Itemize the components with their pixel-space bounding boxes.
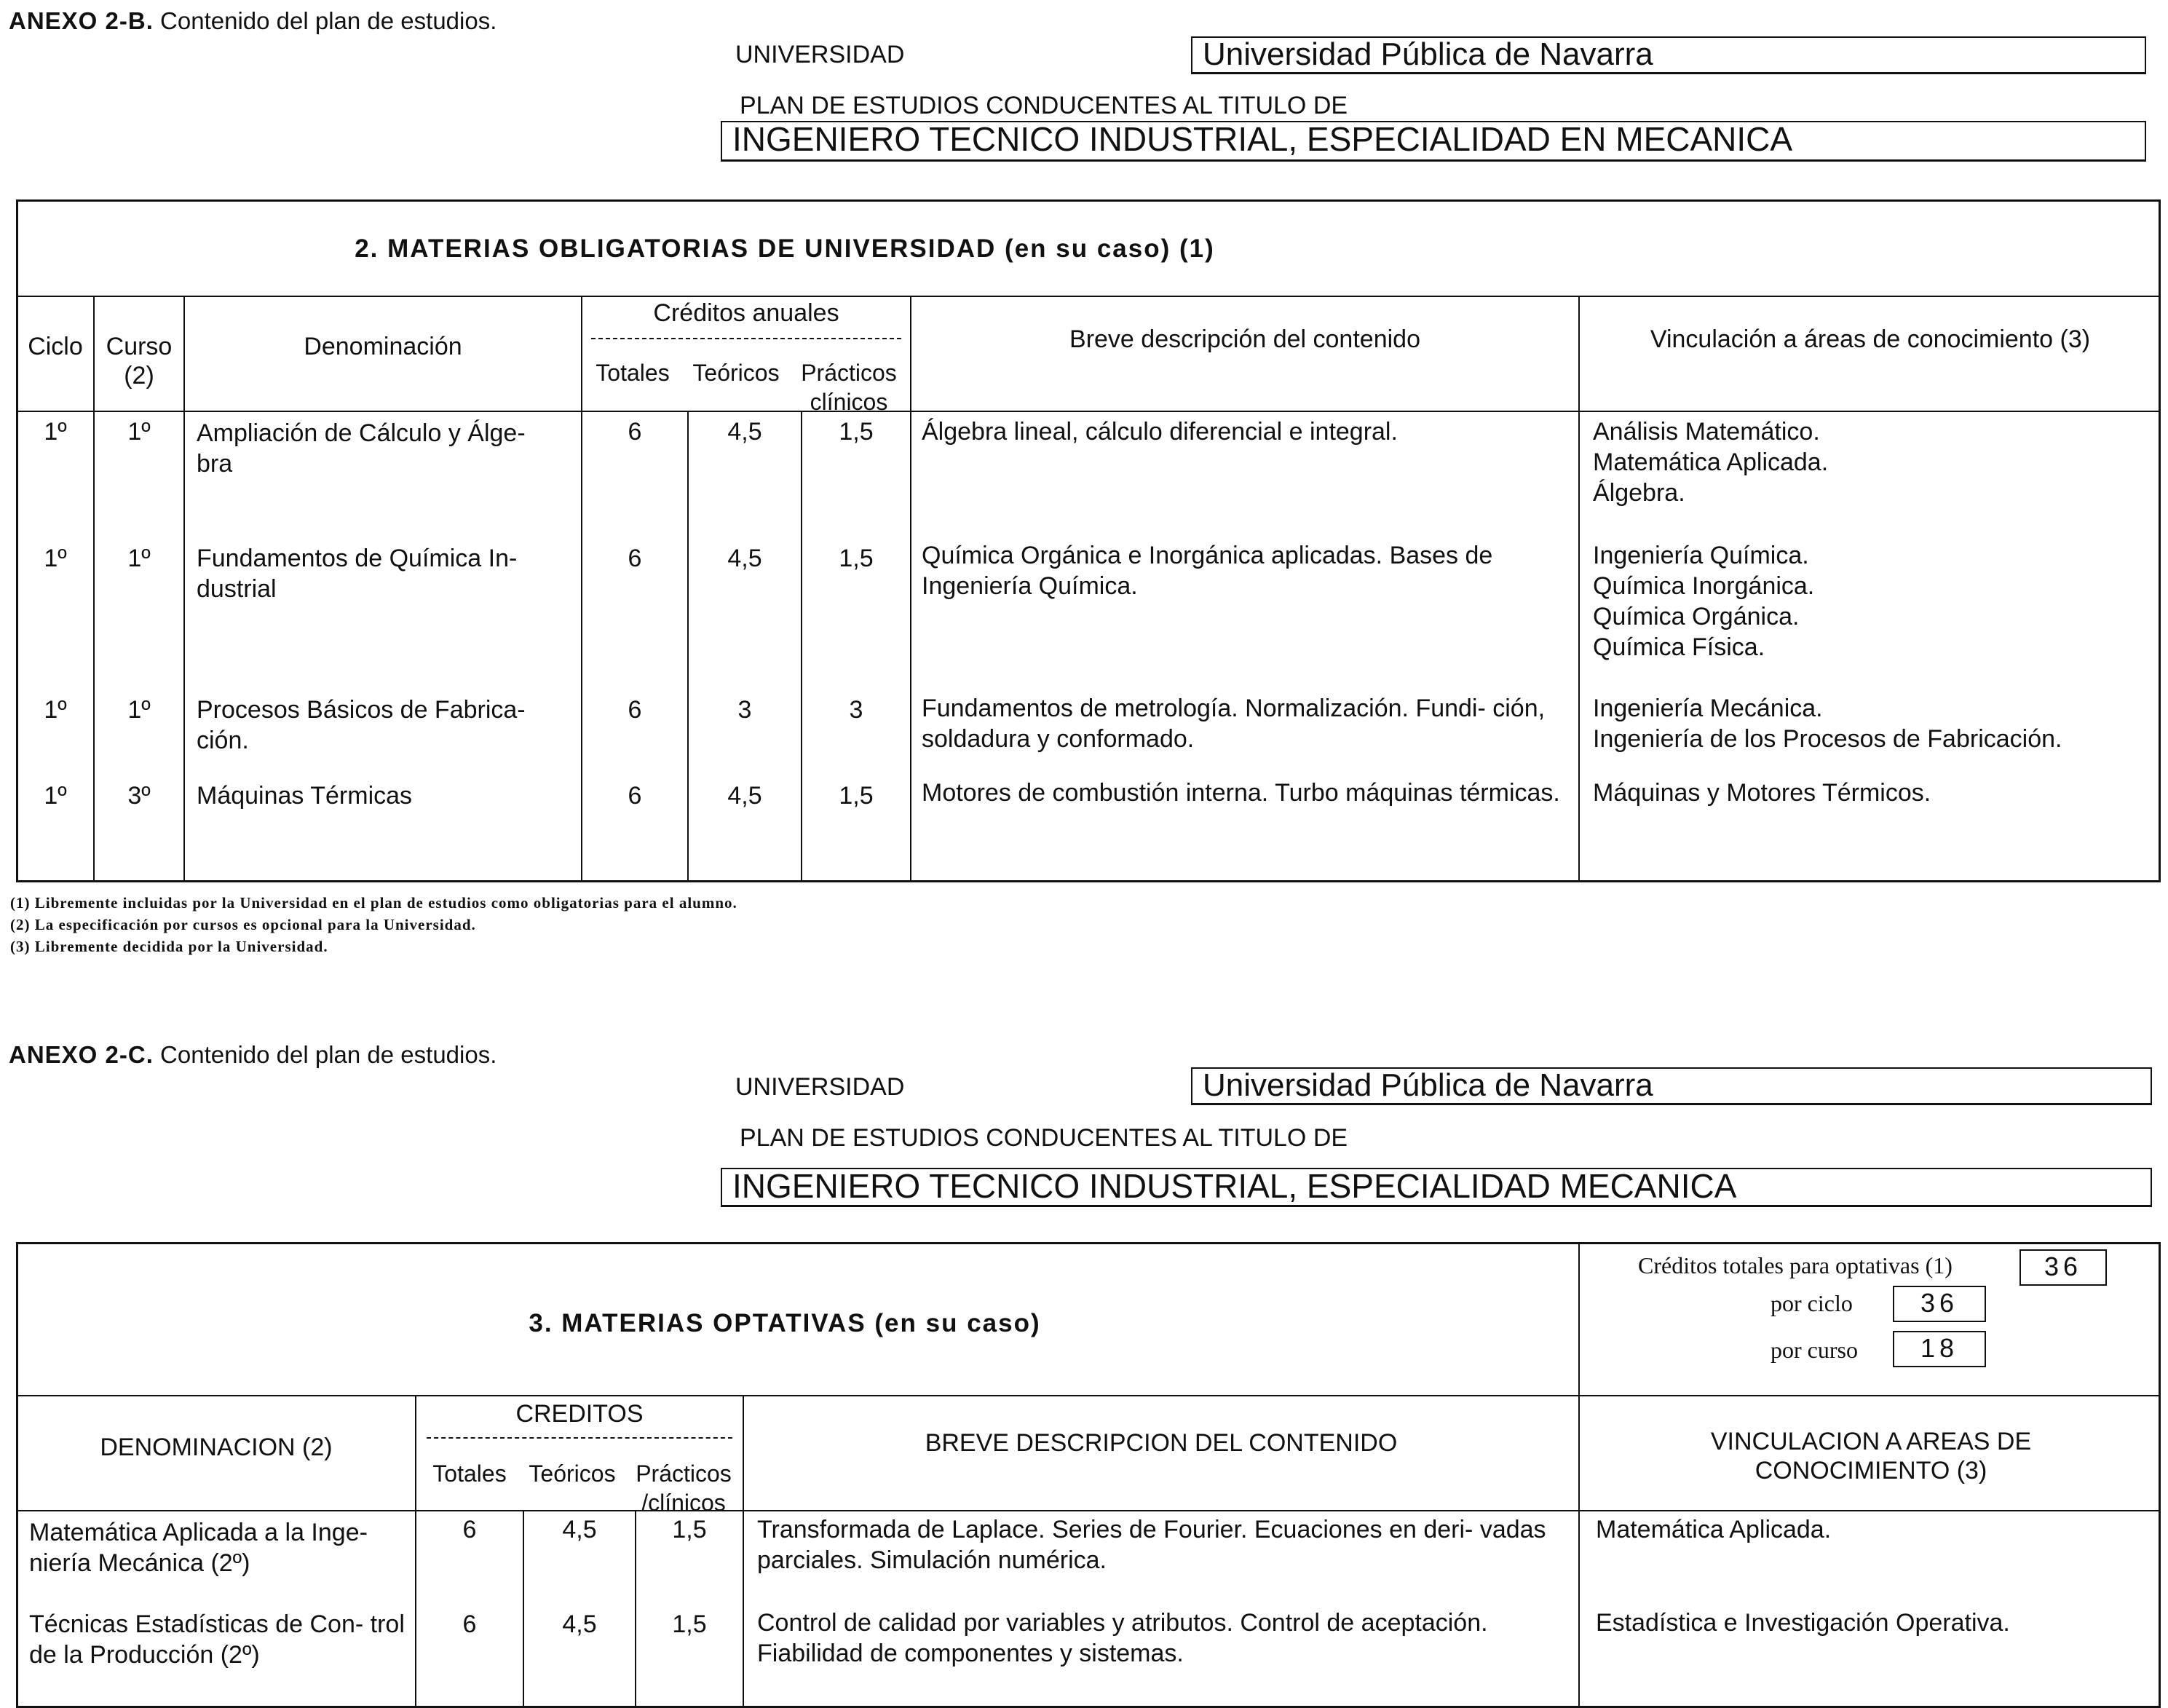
row-denominacion: Procesos Básicos de Fabrica- ción. bbox=[197, 696, 526, 754]
annex-b-text: Contenido del plan de estudios. bbox=[160, 7, 497, 34]
row-denominacion: Técnicas Estadísticas de Con- trol de la Producción (2º) bbox=[29, 1610, 405, 1669]
row-denominacion: Ampliación de Cálculo y Álge- bra bbox=[197, 419, 526, 478]
row-areas bbox=[1593, 416, 2153, 508]
row-totales: 6 bbox=[462, 1610, 477, 1638]
divider bbox=[1578, 1242, 1580, 1708]
por-curso-value: 18 bbox=[1893, 1331, 1986, 1367]
row-descripcion: Fundamentos de metrología. Normalización. Fundi- ción, soldadura y conformado. bbox=[922, 695, 1546, 753]
row-teoricos: 4,5 bbox=[562, 1516, 597, 1543]
area-item: Álgebra. bbox=[1593, 479, 1685, 507]
header-ciclo: Ciclo bbox=[28, 333, 83, 360]
row-totales: 6 bbox=[628, 418, 642, 446]
row-areas: Estadística e Investigación Operativa. bbox=[1596, 1609, 2010, 1637]
creditos-totales-label: Créditos totales para optativas (1) bbox=[1638, 1252, 1953, 1278]
annex-b-section-title: 2. MATERIAS OBLIGATORIAS DE UNIVERSIDAD (en su caso) (1) bbox=[355, 234, 1215, 263]
area-item: Ingeniería Química. bbox=[1593, 542, 1809, 569]
row-descripcion: Álgebra lineal, cálculo diferencial e integral. bbox=[922, 418, 1398, 446]
divider bbox=[687, 411, 689, 882]
header-descripcion: BREVE DESCRIPCION DEL CONTENIDO bbox=[925, 1429, 1398, 1457]
row-practicos: 1,5 bbox=[672, 1610, 707, 1638]
header-creditos: Créditos anuales bbox=[653, 299, 839, 327]
row-curso: 1º bbox=[127, 545, 151, 572]
divider bbox=[1578, 296, 1580, 882]
footnote-2: (2) La especificación por cursos es opcional para la Universidad. bbox=[10, 916, 476, 933]
annex-c-text: Contenido del plan de estudios. bbox=[160, 1041, 497, 1068]
row-curso: 3º bbox=[127, 782, 151, 810]
divider bbox=[910, 296, 911, 882]
header-curso: Curso (2) bbox=[106, 333, 173, 390]
row-totales: 6 bbox=[462, 1516, 477, 1543]
divider bbox=[427, 1437, 732, 1439]
row-teoricos: 4,5 bbox=[727, 418, 762, 446]
row-ciclo: 1º bbox=[44, 545, 67, 572]
row-areas bbox=[1593, 778, 2153, 808]
row-curso: 1º bbox=[127, 696, 151, 724]
annex-b-plan-label: PLAN DE ESTUDIOS CONDUCENTES AL TITULO DE bbox=[740, 92, 1348, 119]
annex-c-plan-label: PLAN DE ESTUDIOS CONDUCENTES AL TITULO DE bbox=[740, 1124, 1348, 1152]
row-areas: Matemática Aplicada. bbox=[1596, 1516, 1832, 1543]
row-teoricos: 4,5 bbox=[562, 1610, 597, 1638]
row-descripcion: Transformada de Laplace. Series de Fourier. Ecuaciones en deri- vadas parciales. Simulación numérica. bbox=[757, 1516, 1546, 1574]
annex-b-universidad-field: Universidad Pública de Navarra bbox=[1191, 36, 2146, 74]
header-practicos: Prácticos /clínicos bbox=[636, 1460, 732, 1516]
annex-b-universidad-label: UNIVERSIDAD bbox=[735, 41, 905, 68]
row-denominacion: Matemática Aplicada a la Inge- niería Mecánica (2º) bbox=[29, 1519, 368, 1577]
area-item: Química Física. bbox=[1593, 633, 1765, 661]
annex-c-label: ANEXO 2-C. bbox=[9, 1041, 154, 1068]
header-totales: Totales bbox=[596, 360, 670, 386]
footnote-3: (3) Libremente decidida por la Universidad. bbox=[10, 938, 328, 955]
annex-b-titulo-field: INGENIERO TECNICO INDUSTRIAL, ESPECIALIDAD EN MECANICA bbox=[721, 121, 2146, 162]
header-vinculacion: VINCULACION A AREAS DE CONOCIMIENTO (3) bbox=[1710, 1428, 2032, 1484]
divider bbox=[591, 338, 901, 339]
row-curso: 1º bbox=[127, 418, 151, 446]
row-practicos: 1,5 bbox=[839, 545, 874, 572]
row-ciclo: 1º bbox=[44, 782, 67, 810]
header-teoricos: Teóricos bbox=[692, 360, 780, 386]
row-descripcion: Control de calidad por variables y atributos. Control de aceptación. Fiabilidad de componentes y sistemas. bbox=[757, 1609, 1488, 1667]
annex-c-heading bbox=[9, 1041, 496, 1069]
area-item: Máquinas y Motores Térmicos. bbox=[1593, 779, 1931, 807]
header-descripcion: Breve descripción del contenido bbox=[1069, 325, 1420, 353]
row-practicos: 1,5 bbox=[839, 418, 874, 446]
divider bbox=[16, 1510, 2161, 1511]
row-denominacion: Máquinas Térmicas bbox=[197, 782, 413, 810]
area-item: Ingeniería Mecánica. bbox=[1593, 695, 1823, 722]
annex-c-titulo-field: INGENIERO TECNICO INDUSTRIAL, ESPECIALIDAD MECANICA bbox=[721, 1168, 2152, 1207]
header-totales: Totales bbox=[432, 1460, 507, 1487]
row-teoricos: 3 bbox=[737, 696, 752, 724]
row-totales: 6 bbox=[628, 782, 642, 810]
header-vinculacion: Vinculación a áreas de conocimiento (3) bbox=[1650, 325, 2091, 353]
row-descripcion: Química Orgánica e Inorgánica aplicadas. Bases de Ingeniería Química. bbox=[922, 542, 1493, 600]
row-totales: 6 bbox=[628, 545, 642, 572]
divider bbox=[183, 296, 185, 882]
footnote-1: (1) Libremente incluidas por la Universidad en el plan de estudios como obligatorias para el alumno. bbox=[10, 894, 737, 912]
row-ciclo: 1º bbox=[44, 418, 67, 446]
row-teoricos: 4,5 bbox=[727, 782, 762, 810]
row-denominacion: Fundamentos de Química In- dustrial bbox=[197, 545, 518, 603]
divider bbox=[16, 296, 2161, 297]
area-item: Química Orgánica. bbox=[1593, 603, 1800, 630]
area-item: Análisis Matemático. bbox=[1593, 418, 1820, 446]
row-areas bbox=[1593, 693, 2153, 754]
annex-c-universidad-label: UNIVERSIDAD bbox=[735, 1073, 905, 1101]
annex-b-label: ANEXO 2-B. bbox=[9, 7, 154, 34]
row-ciclo: 1º bbox=[44, 696, 67, 724]
header-creditos: CREDITOS bbox=[515, 1400, 644, 1428]
por-ciclo-value: 36 bbox=[1893, 1286, 1986, 1322]
row-practicos: 1,5 bbox=[839, 782, 874, 810]
row-teoricos: 4,5 bbox=[727, 545, 762, 572]
annex-b-heading bbox=[9, 7, 496, 35]
divider bbox=[415, 1395, 416, 1708]
row-practicos: 1,5 bbox=[672, 1516, 707, 1543]
divider bbox=[16, 411, 2161, 412]
por-ciclo-label: por ciclo bbox=[1771, 1290, 1853, 1316]
row-areas bbox=[1593, 540, 2153, 663]
header-denominacion: DENOMINACION (2) bbox=[100, 1434, 333, 1461]
row-descripcion: Motores de combustión interna. Turbo máquinas térmicas. bbox=[922, 779, 1560, 807]
annex-c-section-title: 3. MATERIAS OPTATIVAS (en su caso) bbox=[529, 1309, 1041, 1337]
creditos-totales-value: 36 bbox=[2019, 1249, 2107, 1286]
area-item: Ingeniería de los Procesos de Fabricación. bbox=[1593, 725, 2062, 753]
header-practicos: Prácticos clínicos bbox=[801, 360, 897, 415]
row-totales: 6 bbox=[628, 696, 642, 724]
header-denominacion: Denominación bbox=[304, 333, 462, 360]
por-curso-label: por curso bbox=[1771, 1337, 1858, 1363]
area-item: Química Inorgánica. bbox=[1593, 572, 1815, 600]
area-item: Matemática Aplicada. bbox=[1593, 448, 1829, 476]
row-practicos: 3 bbox=[849, 696, 863, 724]
divider bbox=[801, 411, 802, 882]
header-teoricos: Teóricos bbox=[529, 1460, 616, 1487]
divider bbox=[16, 1395, 2161, 1396]
annex-c-universidad-field: Universidad Pública de Navarra bbox=[1191, 1067, 2152, 1105]
